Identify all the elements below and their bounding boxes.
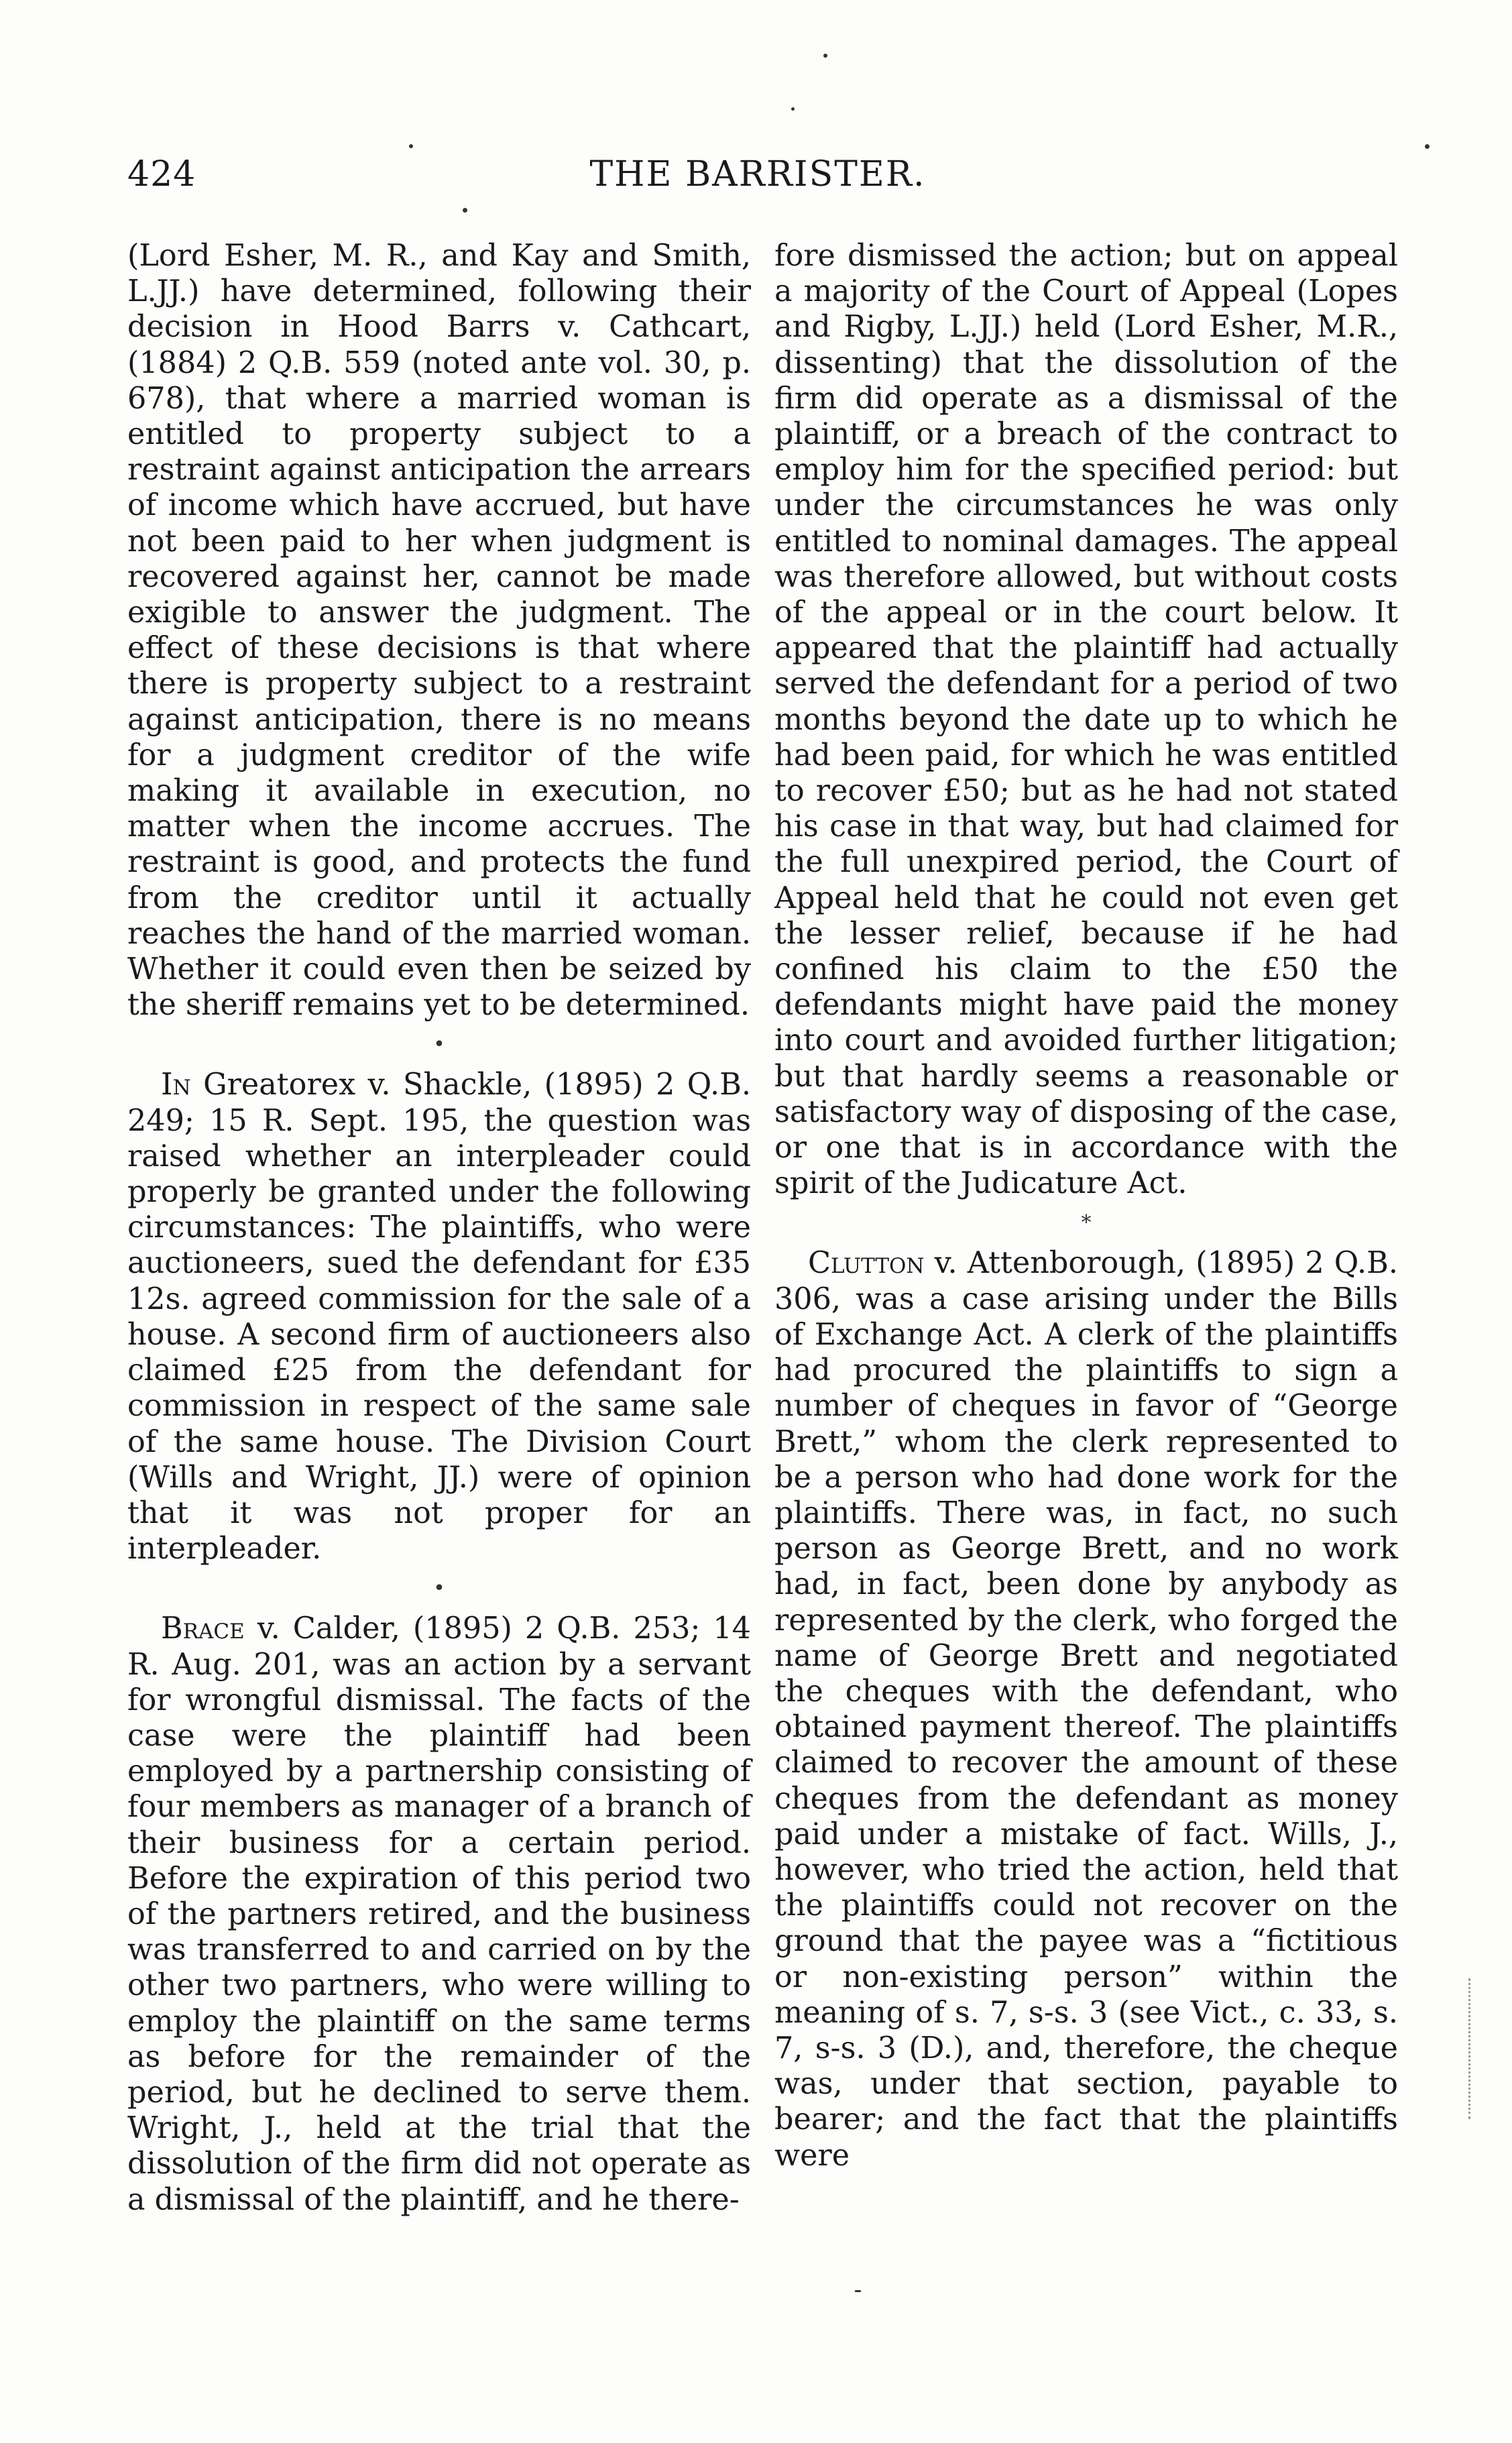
section-separator: • xyxy=(433,1577,445,1601)
case-name-lead: In xyxy=(161,1068,191,1102)
scan-speck xyxy=(409,144,413,148)
scan-speck xyxy=(791,107,795,111)
left-column xyxy=(127,238,751,2218)
section-separator: * xyxy=(1081,1211,1092,1235)
margin-mark xyxy=(1468,1978,1473,2119)
page-header xyxy=(127,154,1388,208)
scan-speck xyxy=(855,2290,861,2292)
right-column xyxy=(774,238,1398,2173)
case-name-lead: Clutton xyxy=(808,1246,925,1281)
paragraph-text: v. Attenborough, (1895) 2 Q.B. 306, was a case arising under the Bills of Exchange Act. A clerk of the plaintiffs had procured the plaintiffs to sign a number of cheques in favor of “George Brett,” whom the clerk represented to be a person who had done work for the plaintiffs. There was, in fact, no such person as George Brett, and no work had, in fact, been done by anybody as represented by the clerk, who forged the name of George Brett and negotiated the cheques with the defendant, who obtained payment thereof. The plaintiffs claimed to recover the amount of these cheques from the defendant as money paid under a mistake of fact. Wills, J., however, who tried the action, held that the plaintiffs could not recover on the ground that the payee was a “fictitious or non-existing person” within the meaning of s. 7, s-s. 3 (see Vict., c. 33, s. 7, s-s. 3 (D.), and, therefore, the cheque was, under that section, payable to bearer; and the fact that the plaintiffs were xyxy=(774,1246,1398,2173)
article-paragraph xyxy=(127,1611,751,2217)
article-paragraph xyxy=(127,1067,751,1567)
scan-speck xyxy=(1425,144,1430,149)
article-paragraph: fore dismissed the action; but on appeal a majority of the Court of Appeal (Lopes and Rigby, L.JJ.) held (Lord Esher, M.R., dissenting) that the dissolution of the firm did operate as a dismissal of the plaintiff, or a breach of the contract to employ him for the specified period: but under the circumstances he was only entitled to nominal damages. The appeal was therefore allowed, but without costs of the appeal or in the court below. It appeared that the plaintiff had actually served the defendant for a period of two months beyond the date up to which he had been paid, for which he was entitled to recover £50; but as he had not stated his case in that way, but had claimed for the full unexpired period, the Court of Appeal held that he could not even get the lesser relief, because if he had confined his claim to the £50 the defendants might have paid the money into court and avoided further litigation; but that hardly seems a reasonable or satisfactory way of disposing of the case, or one that is in accordance with the spirit of the Judicature Act. xyxy=(774,239,1398,1201)
paragraph-text: v. Calder, (1895) 2 Q.B. 253; 14 R. Aug. 201, was an action by a servant for wrongful dismissal. The facts of the case were the plaintiff had been employed by a partnership consisting of four members as manager of a branch of their business for a certain period. Before the expiration of this period two of the partners retired, and the business was transferred to and carried on by the other two partners, who were willing to employ the plaintiff on the same terms as before for the remainder of the period, but he declined to serve them. Wright, J., held at the trial that the dissolution of the firm did not operate as a dismissal of the plaintiff, and he there- xyxy=(127,1611,751,2217)
case-name-lead: Brace xyxy=(161,1611,245,1646)
paragraph-text: Greatorex v. Shackle, (1895) 2 Q.B. 249; 15 R. Sept. 195, the question was raised whether an interpleader could properly be granted under the following circumstances: The plaintiffs, who were auctioneers, sued the defendant for £35 12s. agreed commission for the sale of a house. A second firm of auctioneers also claimed £25 from the defendant for commission in respect of the same sale of the same house. The Division Court (Wills and Wright, JJ.) were of opinion that it was not proper for an interpleader. xyxy=(127,1068,751,1567)
page-number: 424 xyxy=(127,154,196,194)
section-separator: • xyxy=(433,1033,445,1057)
running-title: THE BARRISTER. xyxy=(589,154,926,194)
scan-speck xyxy=(463,208,467,213)
scan-speck xyxy=(823,54,827,58)
article-paragraph xyxy=(774,1245,1398,2173)
article-paragraph: (Lord Esher, M. R., and Kay and Smith, L.JJ.) have determined, following their decision in Hood Barrs v. Cathcart, (1884) 2 Q.B. 559 (noted ante vol. 30, p. 678), that where a married woman is entitled to property subject to a restraint against anticipation the arrears of income which have accrued, but have not been paid to her when judgment is recovered against her, cannot be made exigible to answer the judgment. The effect of these decisions is that where there is property subject to a restraint against anticipation, there is no means for a judgment creditor of the wife making it available in execution, no matter when the income accrues. The restraint is good, and protects the fund from the creditor until it actually reaches the hand of the married woman. Whether it could even then be seized by the sheriff remains yet to be determined. xyxy=(127,239,751,1023)
